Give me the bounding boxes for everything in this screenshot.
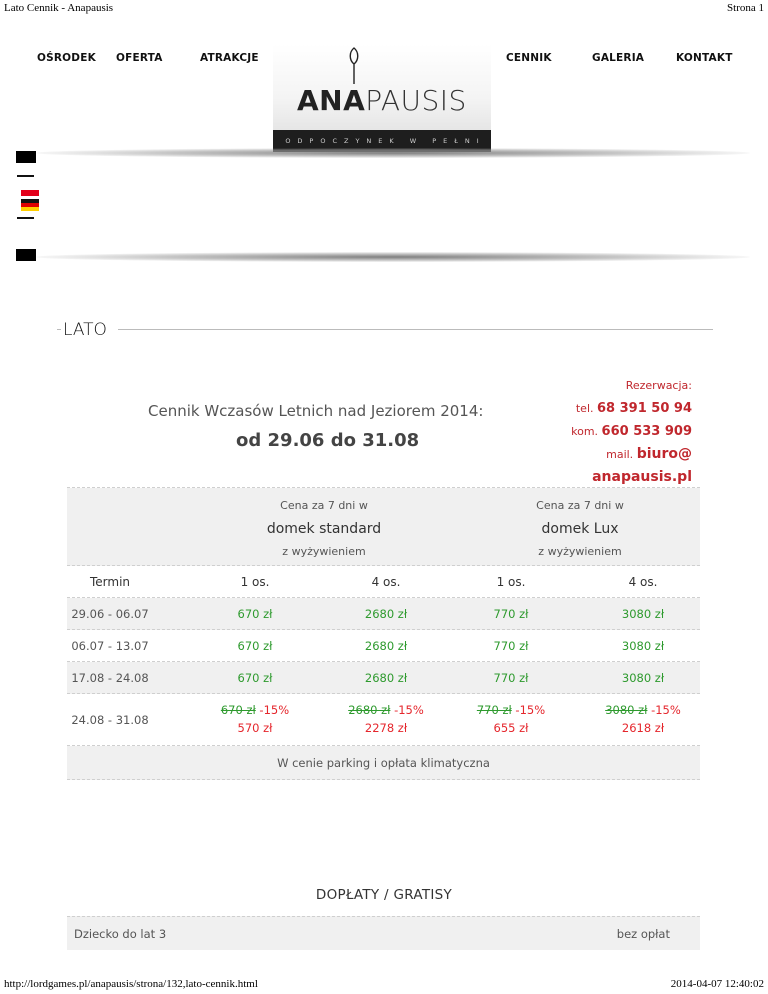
extras-title: DOPŁATY / GRATISY [315, 887, 453, 903]
extras-row [67, 916, 700, 950]
table-note: W cenie parking i opłata klimatyczna [277, 756, 490, 770]
nav-item-osrodek[interactable]: OŚRODEK [37, 52, 96, 64]
logo-tagline: ODPOCZYNEK W PEŁNI [273, 130, 491, 152]
group-lux: Cena za 7 dni w domek Lux z wyżywieniem [480, 488, 680, 558]
reservation-contact [532, 374, 692, 489]
group-name: domek Lux [541, 521, 619, 537]
logo-figure-icon [343, 46, 365, 86]
pricelist-period: od 29.06 do 31.08 [236, 430, 420, 451]
email-link-part2[interactable]: anapausis.pl [592, 469, 692, 485]
print-page-title: Lato Cennik - Anapausis [4, 2, 114, 14]
divider [17, 217, 34, 219]
mail-prefix: mail. [606, 448, 634, 461]
table-note-row [67, 746, 700, 780]
logo-wordmark: ANAPAUSIS [297, 84, 467, 117]
flag-de-icon[interactable] [21, 199, 39, 211]
column-header: 1 os. [496, 575, 526, 589]
extras-value: bez opłat [616, 927, 670, 941]
print-date: 2014-04-07 12:40:02 [670, 978, 764, 990]
slider-shadow-bottom [36, 252, 750, 262]
nav-item-cennik[interactable]: CENNIK [506, 52, 552, 64]
phone-number[interactable]: 68 391 50 94 [597, 401, 692, 416]
section-title: LATO [63, 320, 107, 340]
table-row-discount: 24.08 - 31.08 670 zł -15% 570 zł 2680 zł -15% 2278 zł 770 zł -15% 655 zł 3080 zł -15% 2618 zł [67, 694, 700, 746]
column-header: 1 os. [240, 575, 270, 589]
reservation-label: Rezerwacja: [625, 379, 692, 392]
table-row: 17.08 - 24.08 670 zł 2680 zł 770 zł 3080 zł [67, 662, 700, 694]
table-row: 29.06 - 06.07 670 zł 2680 zł 770 zł 3080 zł [67, 598, 700, 630]
slider-shadow-top [36, 148, 750, 158]
slider-tab-top [16, 151, 36, 163]
price-table [67, 487, 700, 780]
tel-prefix: tel. [575, 402, 594, 415]
column-header: Termin [89, 575, 131, 589]
table-row: 06.07 - 13.07 670 zł 2680 zł 770 zł 3080 zł [67, 630, 700, 662]
section-rule [57, 329, 61, 330]
pricelist-heading: Cennik Wczasów Letnich nad Jeziorem 2014: [148, 402, 484, 420]
mobile-number[interactable]: 660 533 909 [601, 424, 692, 439]
column-header: 4 os. [371, 575, 401, 589]
table-header-row [67, 566, 700, 598]
slider-tab-bottom [16, 249, 36, 261]
divider [17, 175, 34, 177]
print-header [4, 2, 764, 18]
section-rule [118, 329, 713, 330]
group-name: domek standard [266, 521, 382, 537]
group-standard: Cena za 7 dni w domek standard z wyżywieniem [224, 488, 424, 558]
column-header: 4 os. [628, 575, 658, 589]
nav-item-atrakcje[interactable]: ATRAKCJE [200, 52, 259, 64]
print-page-number: Strona 1 [727, 2, 764, 14]
price-table-group-header [67, 488, 700, 566]
email-link-part1[interactable]: biuro@ [636, 446, 692, 462]
site-logo[interactable] [273, 44, 491, 152]
nav-item-galeria[interactable]: GALERIA [592, 52, 645, 64]
flag-pl-icon[interactable] [21, 184, 39, 196]
print-footer [4, 978, 764, 992]
nav-item-kontakt[interactable]: KONTAKT [676, 52, 733, 64]
nav-item-oferta[interactable]: OFERTA [116, 52, 163, 64]
extras-label: Dziecko do lat 3 [74, 927, 167, 941]
print-url: http://lordgames.pl/anapausis/strona/132,lato-cennik.html [4, 978, 258, 990]
kom-prefix: kom. [571, 425, 599, 438]
